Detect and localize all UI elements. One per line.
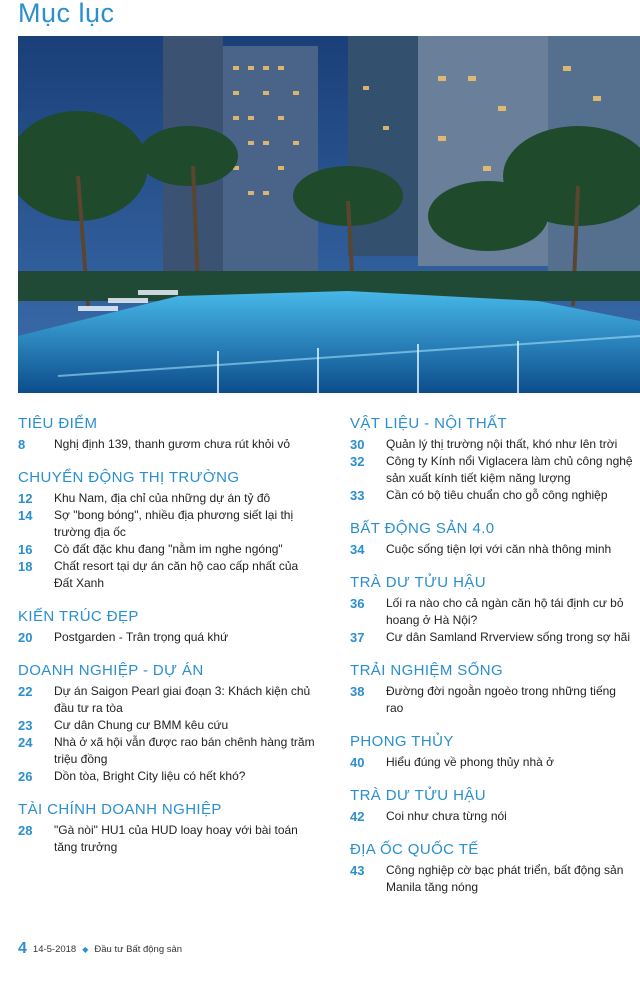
entry-title: Dồn tòa, Bright City liệu có hết khó? [54, 769, 246, 783]
toc-entry[interactable] [350, 487, 635, 504]
entry-page-number: 34 [350, 542, 365, 557]
entry-page-number: 8 [18, 437, 26, 452]
entry-title: Quản lý thị trường nội thất, khó như lên trời [386, 437, 618, 451]
entry-page-number: 23 [18, 718, 33, 733]
toc-section [18, 607, 318, 646]
entry-page-number: 32 [350, 454, 365, 469]
toc-entry[interactable] [18, 541, 318, 558]
section-title: VẬT LIỆU - NỘI THẤT [350, 415, 508, 432]
entry-page-number: 40 [350, 755, 365, 770]
toc-entry[interactable] [350, 541, 635, 558]
toc-entry[interactable] [18, 768, 318, 785]
toc-section [350, 732, 635, 771]
entry-page-number: 37 [350, 630, 365, 645]
toc-entry[interactable] [350, 862, 635, 896]
section-title: TRẢI NGHIỆM SỐNG [350, 662, 504, 679]
section-title: DOANH NGHIỆP - DỰ ÁN [18, 662, 204, 679]
toc-entry[interactable] [18, 717, 318, 734]
toc-entry[interactable] [350, 754, 635, 771]
entry-page-number: 24 [18, 735, 33, 750]
entry-title: Khu Nam, địa chỉ của những dự án tỷ đô [54, 491, 271, 505]
entry-page-number: 28 [18, 823, 33, 838]
entry-page-number: 42 [350, 809, 365, 824]
toc-section [18, 661, 318, 785]
entry-title: Dự án Saigon Pearl giai đoạn 3: Khách kiện chủ đầu tư ra tòa [54, 684, 311, 715]
section-title: TIÊU ĐIỂM [18, 415, 98, 432]
toc-section [350, 661, 635, 717]
entry-page-number: 12 [18, 491, 33, 506]
section-title: TRÀ DƯ TỬU HẬU [350, 574, 486, 591]
toc-section [18, 800, 318, 856]
toc-left-column [18, 414, 318, 871]
entry-page-number: 33 [350, 488, 365, 503]
toc-entry[interactable] [18, 436, 318, 453]
entry-title: "Gà nòi" HU1 của HUD loay hoay với bài toán tăng trưởng [54, 823, 298, 854]
toc-entry[interactable] [350, 629, 635, 646]
entry-page-number: 43 [350, 863, 365, 878]
entry-page-number: 30 [350, 437, 365, 452]
section-title: PHONG THỦY [350, 733, 454, 750]
toc-section [350, 414, 635, 504]
toc-entry[interactable] [350, 683, 635, 717]
entry-page-number: 14 [18, 508, 33, 523]
entry-title: Postgarden - Trân trọng quá khứ [54, 630, 229, 644]
toc-section [350, 573, 635, 646]
footer-separator: ◆ [82, 944, 89, 954]
toc-entry[interactable] [18, 629, 318, 646]
entry-page-number: 16 [18, 542, 33, 557]
entry-title: Cư dân Samland Rrverview sống trong sợ hãi [386, 630, 631, 644]
entry-title: Nhà ở xã hội vẫn được rao bán chênh hàng trăm triệu đồng [54, 735, 315, 766]
section-title: CHUYỂN ĐỘNG THỊ TRƯỜNG [18, 469, 240, 486]
section-title: TÀI CHÍNH DOANH NGHIỆP [18, 801, 222, 818]
section-title: ĐỊA ỐC QUỐC TẾ [350, 841, 479, 858]
entry-title: Cần có bộ tiêu chuẩn cho gỗ công nghiệp [386, 488, 608, 502]
toc-entry[interactable] [18, 822, 318, 856]
entry-title: Đường đời ngoằn ngoèo trong những tiếng rao [386, 684, 616, 715]
page-title: Mục lục [18, 0, 115, 28]
entry-page-number: 26 [18, 769, 33, 784]
toc-entry[interactable] [350, 453, 635, 487]
entry-title: Công nghiệp cờ bạc phát triển, bất động sản Manila tăng nóng [386, 863, 624, 894]
toc-right-column [350, 414, 635, 911]
entry-title: Coi như chưa từng nói [386, 809, 507, 823]
toc-entry[interactable] [18, 734, 318, 768]
toc-section [350, 840, 635, 896]
toc-entry[interactable] [350, 595, 635, 629]
page-number: 4 [18, 940, 27, 957]
publication-name: Đầu tư Bất động sản [94, 943, 183, 955]
entry-page-number: 20 [18, 630, 33, 645]
toc-entry[interactable] [350, 436, 635, 453]
section-title: BẤT ĐỘNG SẢN 4.0 [350, 520, 495, 537]
toc-section [18, 468, 318, 592]
toc-entry[interactable] [350, 808, 635, 825]
entry-title: Cuộc sống tiện lợi với căn nhà thông minh [386, 542, 612, 556]
entry-title: Chất resort tại dự án căn hộ cao cấp nhất của Đất Xanh [54, 559, 299, 590]
toc-section [18, 414, 318, 453]
toc-section [350, 519, 635, 558]
entry-title: Cò đất đặc khu đang "nằm im nghe ngóng" [54, 542, 283, 556]
hero-photo [18, 36, 640, 393]
section-title: TRÀ DƯ TỬU HẬU [350, 787, 486, 804]
section-title: KIẾN TRÚC ĐẸP [18, 608, 139, 625]
entry-title: Lối ra nào cho cả ngàn căn hộ tái định cư bỏ hoang ở Hà Nội? [386, 596, 624, 627]
issue-date: 14-5-2018 [32, 943, 77, 955]
toc-entry[interactable] [18, 558, 318, 592]
entry-page-number: 22 [18, 684, 33, 699]
entry-page-number: 18 [18, 559, 33, 574]
entry-title: Hiểu đúng về phong thủy nhà ở [386, 755, 554, 769]
entry-page-number: 38 [350, 684, 365, 699]
entry-title: Công ty Kính nổi Viglacera làm chủ công nghệ sản xuất kính tiết kiệm năng lượng [386, 454, 633, 485]
toc-entry[interactable] [18, 490, 318, 507]
page-footer [18, 940, 182, 958]
entry-title: Sợ "bong bóng", nhiều địa phương siết lại thị trường địa ốc [54, 508, 294, 539]
toc-entry[interactable] [18, 507, 318, 541]
entry-title: Nghị định 139, thanh gươm chưa rút khỏi vỏ [54, 437, 291, 451]
entry-page-number: 36 [350, 596, 365, 611]
toc-entry[interactable] [18, 683, 318, 717]
entry-title: Cư dân Chung cư BMM kêu cứu [54, 718, 229, 732]
toc-section [350, 786, 635, 825]
